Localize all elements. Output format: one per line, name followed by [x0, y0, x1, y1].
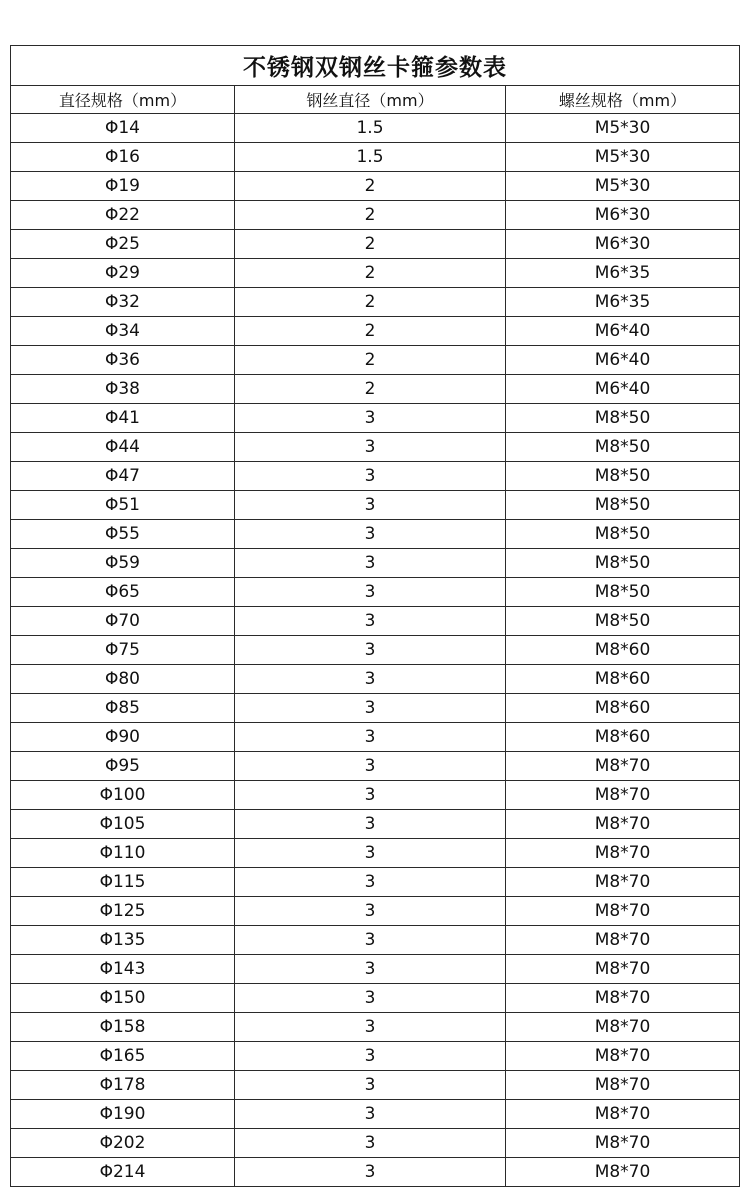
table-title: 不锈钢双钢丝卡箍参数表: [11, 46, 740, 86]
cell-diameter-spec: Φ115: [11, 868, 235, 897]
cell-wire-diameter: 1.5: [235, 114, 506, 143]
cell-wire-diameter: 3: [235, 781, 506, 810]
table-row: [11, 520, 740, 549]
table-row: [11, 694, 740, 723]
table-body: [11, 114, 740, 1187]
cell-wire-diameter: 3: [235, 1071, 506, 1100]
cell-wire-diameter: 3: [235, 636, 506, 665]
cell-wire-diameter: 3: [235, 694, 506, 723]
cell-diameter-spec: Φ32: [11, 288, 235, 317]
cell-diameter-spec: Φ143: [11, 955, 235, 984]
cell-screw-spec: M6*40: [506, 317, 740, 346]
title-row: [11, 46, 740, 86]
table-row: [11, 114, 740, 143]
cell-wire-diameter: 2: [235, 201, 506, 230]
cell-screw-spec: M8*70: [506, 955, 740, 984]
cell-diameter-spec: Φ165: [11, 1042, 235, 1071]
cell-diameter-spec: Φ178: [11, 1071, 235, 1100]
cell-wire-diameter: 3: [235, 723, 506, 752]
table-row: [11, 723, 740, 752]
table-row: [11, 578, 740, 607]
cell-diameter-spec: Φ36: [11, 346, 235, 375]
cell-diameter-spec: Φ100: [11, 781, 235, 810]
table-row: [11, 491, 740, 520]
cell-screw-spec: M8*70: [506, 1071, 740, 1100]
cell-wire-diameter: 3: [235, 404, 506, 433]
cell-wire-diameter: 3: [235, 897, 506, 926]
cell-screw-spec: M8*70: [506, 1129, 740, 1158]
cell-wire-diameter: 2: [235, 288, 506, 317]
cell-screw-spec: M8*50: [506, 404, 740, 433]
cell-wire-diameter: 3: [235, 1013, 506, 1042]
table-row: [11, 1042, 740, 1071]
cell-diameter-spec: Φ85: [11, 694, 235, 723]
cell-screw-spec: M6*35: [506, 259, 740, 288]
cell-diameter-spec: Φ16: [11, 143, 235, 172]
cell-screw-spec: M8*50: [506, 578, 740, 607]
cell-diameter-spec: Φ214: [11, 1158, 235, 1187]
cell-diameter-spec: Φ38: [11, 375, 235, 404]
table-row: [11, 317, 740, 346]
cell-wire-diameter: 3: [235, 810, 506, 839]
cell-diameter-spec: Φ158: [11, 1013, 235, 1042]
header-row: [11, 86, 740, 114]
cell-wire-diameter: 3: [235, 752, 506, 781]
cell-diameter-spec: Φ55: [11, 520, 235, 549]
cell-diameter-spec: Φ202: [11, 1129, 235, 1158]
cell-screw-spec: M8*70: [506, 752, 740, 781]
cell-wire-diameter: 3: [235, 433, 506, 462]
cell-screw-spec: M8*70: [506, 810, 740, 839]
cell-screw-spec: M8*70: [506, 839, 740, 868]
cell-diameter-spec: Φ135: [11, 926, 235, 955]
cell-wire-diameter: 3: [235, 1158, 506, 1187]
cell-wire-diameter: 1.5: [235, 143, 506, 172]
cell-screw-spec: M8*70: [506, 1100, 740, 1129]
table-row: [11, 665, 740, 694]
spec-sheet: [10, 45, 739, 1187]
table-row: [11, 839, 740, 868]
cell-screw-spec: M8*60: [506, 636, 740, 665]
cell-wire-diameter: 2: [235, 259, 506, 288]
cell-diameter-spec: Φ90: [11, 723, 235, 752]
cell-screw-spec: M8*50: [506, 491, 740, 520]
table-row: [11, 636, 740, 665]
table-row: [11, 172, 740, 201]
cell-screw-spec: M5*30: [506, 172, 740, 201]
cell-wire-diameter: 3: [235, 926, 506, 955]
cell-wire-diameter: 3: [235, 462, 506, 491]
cell-diameter-spec: Φ190: [11, 1100, 235, 1129]
table-row: [11, 752, 740, 781]
table-row: [11, 288, 740, 317]
clamp-parameter-table: [10, 45, 740, 1187]
table-row: [11, 607, 740, 636]
cell-wire-diameter: 2: [235, 375, 506, 404]
cell-wire-diameter: 3: [235, 1042, 506, 1071]
cell-screw-spec: M8*70: [506, 781, 740, 810]
table-row: [11, 868, 740, 897]
cell-diameter-spec: Φ51: [11, 491, 235, 520]
cell-wire-diameter: 3: [235, 984, 506, 1013]
cell-diameter-spec: Φ110: [11, 839, 235, 868]
cell-diameter-spec: Φ29: [11, 259, 235, 288]
table-row: [11, 1071, 740, 1100]
cell-wire-diameter: 3: [235, 520, 506, 549]
cell-diameter-spec: Φ44: [11, 433, 235, 462]
table-row: [11, 955, 740, 984]
cell-screw-spec: M8*50: [506, 520, 740, 549]
cell-screw-spec: M8*70: [506, 897, 740, 926]
cell-wire-diameter: 3: [235, 839, 506, 868]
cell-diameter-spec: Φ41: [11, 404, 235, 433]
cell-screw-spec: M8*50: [506, 433, 740, 462]
cell-screw-spec: M8*70: [506, 1013, 740, 1042]
cell-screw-spec: M8*50: [506, 549, 740, 578]
cell-wire-diameter: 3: [235, 549, 506, 578]
table-row: [11, 1129, 740, 1158]
cell-screw-spec: M6*35: [506, 288, 740, 317]
cell-screw-spec: M5*30: [506, 114, 740, 143]
table-row: [11, 897, 740, 926]
table-row: [11, 346, 740, 375]
cell-screw-spec: M6*40: [506, 375, 740, 404]
cell-screw-spec: M8*70: [506, 1042, 740, 1071]
cell-wire-diameter: 3: [235, 1100, 506, 1129]
table-row: [11, 781, 740, 810]
table-row: [11, 143, 740, 172]
table-row: [11, 230, 740, 259]
table-row: [11, 984, 740, 1013]
table-row: [11, 549, 740, 578]
cell-screw-spec: M8*50: [506, 607, 740, 636]
cell-screw-spec: M8*70: [506, 868, 740, 897]
cell-diameter-spec: Φ59: [11, 549, 235, 578]
cell-wire-diameter: 2: [235, 172, 506, 201]
table-row: [11, 433, 740, 462]
cell-diameter-spec: Φ95: [11, 752, 235, 781]
cell-screw-spec: M6*40: [506, 346, 740, 375]
cell-diameter-spec: Φ65: [11, 578, 235, 607]
cell-screw-spec: M6*30: [506, 201, 740, 230]
cell-wire-diameter: 3: [235, 578, 506, 607]
cell-diameter-spec: Φ75: [11, 636, 235, 665]
cell-screw-spec: M8*70: [506, 926, 740, 955]
cell-wire-diameter: 3: [235, 955, 506, 984]
cell-diameter-spec: Φ47: [11, 462, 235, 491]
cell-wire-diameter: 3: [235, 868, 506, 897]
cell-diameter-spec: Φ150: [11, 984, 235, 1013]
cell-wire-diameter: 3: [235, 607, 506, 636]
table-row: [11, 404, 740, 433]
cell-wire-diameter: 2: [235, 317, 506, 346]
cell-diameter-spec: Φ105: [11, 810, 235, 839]
cell-wire-diameter: 2: [235, 230, 506, 259]
table-row: [11, 1158, 740, 1187]
cell-diameter-spec: Φ125: [11, 897, 235, 926]
table-row: [11, 926, 740, 955]
table-row: [11, 1100, 740, 1129]
cell-screw-spec: M8*70: [506, 984, 740, 1013]
cell-wire-diameter: 3: [235, 665, 506, 694]
table-row: [11, 259, 740, 288]
cell-diameter-spec: Φ70: [11, 607, 235, 636]
cell-screw-spec: M6*30: [506, 230, 740, 259]
cell-diameter-spec: Φ19: [11, 172, 235, 201]
cell-screw-spec: M8*60: [506, 723, 740, 752]
table-row: [11, 1013, 740, 1042]
cell-wire-diameter: 3: [235, 1129, 506, 1158]
cell-diameter-spec: Φ34: [11, 317, 235, 346]
cell-wire-diameter: 2: [235, 346, 506, 375]
header-diameter-spec: 直径规格（mm）: [11, 86, 235, 114]
table-row: [11, 810, 740, 839]
header-wire-diameter: 钢丝直径（mm）: [235, 86, 506, 114]
cell-screw-spec: M8*70: [506, 1158, 740, 1187]
table-row: [11, 462, 740, 491]
cell-screw-spec: M5*30: [506, 143, 740, 172]
cell-screw-spec: M8*60: [506, 694, 740, 723]
cell-diameter-spec: Φ80: [11, 665, 235, 694]
cell-screw-spec: M8*50: [506, 462, 740, 491]
cell-diameter-spec: Φ22: [11, 201, 235, 230]
table-row: [11, 375, 740, 404]
cell-diameter-spec: Φ14: [11, 114, 235, 143]
table-row: [11, 201, 740, 230]
cell-screw-spec: M8*60: [506, 665, 740, 694]
cell-diameter-spec: Φ25: [11, 230, 235, 259]
header-screw-spec: 螺丝规格（mm）: [506, 86, 740, 114]
cell-wire-diameter: 3: [235, 491, 506, 520]
